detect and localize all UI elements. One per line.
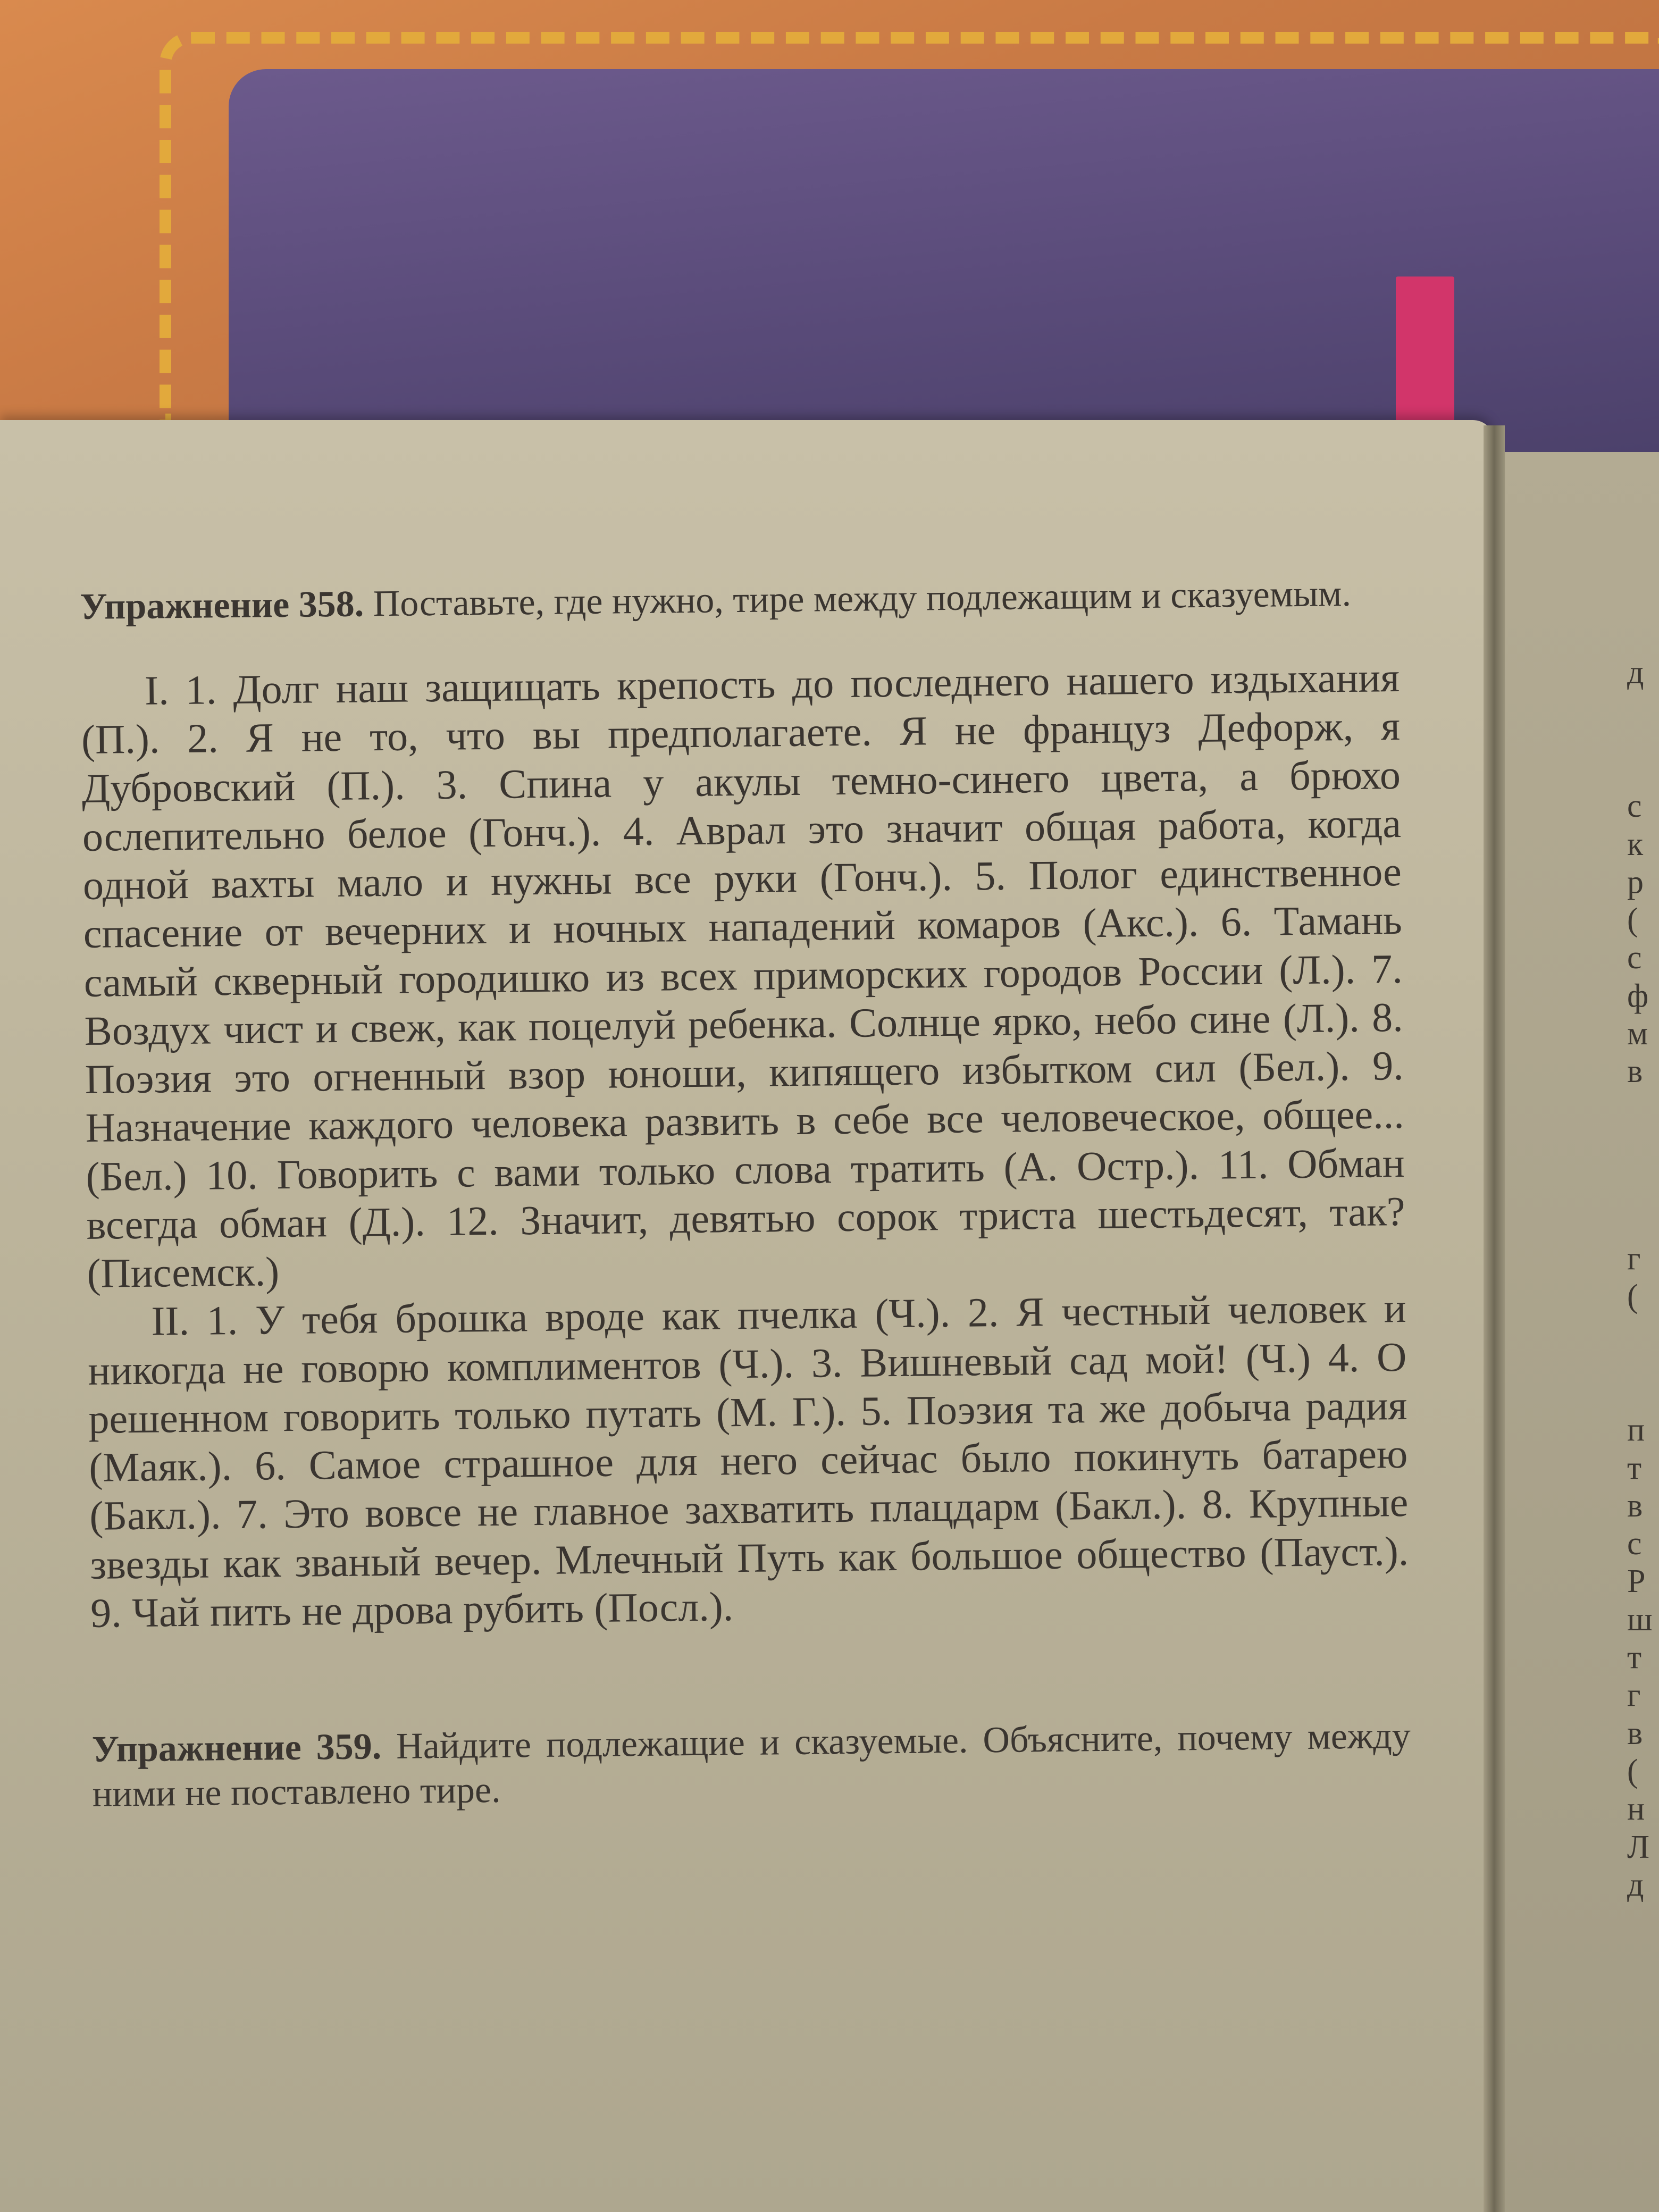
margin-letter: с [1627, 788, 1642, 825]
margin-letter: г [1627, 1240, 1641, 1277]
margin-letter: г [1627, 1677, 1641, 1714]
margin-letter: н [1627, 1791, 1645, 1828]
exercise-358-instruction: Поставьте, где нужно, тире между подлежащим и сказуемым. [373, 573, 1352, 625]
margin-letter: в [1627, 1715, 1643, 1752]
exercise-358-title: Упражнение 358. [80, 583, 364, 627]
margin-letter: д [1627, 655, 1644, 691]
exercise-359-instruction: Найдите подлежащие и сказуемые. Объясните, почему между ними не поставлено тире. [92, 1715, 1411, 1815]
margin-letter: т [1627, 1639, 1642, 1676]
margin-letter: в [1627, 1487, 1643, 1524]
margin-letter: с [1627, 940, 1642, 976]
margin-letter: т [1627, 1449, 1642, 1486]
margin-letter: ( [1627, 1278, 1638, 1314]
margin-letter: Л [1627, 1829, 1650, 1865]
margin-letter: ( [1627, 1753, 1638, 1789]
margin-letter: д [1627, 1866, 1644, 1903]
margin-letter: ф [1627, 977, 1649, 1014]
exercise-358-part-1: I. 1. Долг наш защищать крепость до последнего нашего издыхания (П.). 2. Я не то, что вы предполагаете. Я не француз Дефорж, я Дубровский (П.). 3. Спина у акулы темно-синего цвета, а брюхо ослепительно белое (Гонч.). 4. Аврал это значит общая работа, когда одной вахты мало и нужны все руки (Гонч.). 5. Полог единственное спасение от вечерних и ночных нападений комаров (Акс.). 6. Тамань самый скверный городишко из всех приморских городов России (Л.). 7. Воздух чист и свеж, как поцелуй ребенка. Солнце ярко, небо сине (Л.). 8. Поэзия это огненный взор юноши, кипящего избытком сил (Бел.). 9. Назначение каждого человека развить в себе все человеческое, общее... (Бел.) 10. Говорить с вами только слова тратить (А. Остр.). 11. Обман всегда обман (Д.). 12. Значит, девятью сорок триста шестьдесят, так? (Писемск.) [81, 654, 1405, 1296]
book-gutter [1484, 425, 1505, 2212]
page-text [80, 571, 1411, 1817]
margin-letter: с [1627, 1526, 1642, 1562]
exercise-359-heading [92, 1714, 1412, 1817]
margin-letter: ш [1627, 1601, 1653, 1638]
margin-letter: ( [1627, 902, 1638, 939]
margin-letter: в [1627, 1053, 1643, 1090]
margin-letter: п [1627, 1412, 1645, 1448]
margin-letter: р [1627, 864, 1644, 900]
margin-letter: к [1627, 826, 1644, 862]
margin-letter: Р [1627, 1563, 1646, 1600]
margin-letter: м [1627, 1016, 1648, 1052]
exercise-358-part-2: II. 1. У тебя брошка вроде как пчелка (Ч.). 2. Я честный человек и никогда не говорю комплиментов (Ч.). 3. Вишневый сад мой! (Ч.) 4. О решенном говорить только путать (М. Г.). 5. Поэзия та же добыча радия (Маяк.). 6. Самое страшное для него сейчас было покинуть батарею (Бакл.). 7. Это вовсе не главное захватить плацдарм (Бакл.). 8. Крупные звезды как званый вечер. Млечный Путь как большое общество (Пауст.). 9. Чай пить не дрова рубить (Посл.). [88, 1285, 1409, 1636]
exercise-359-title: Упражнение 359. [91, 1726, 382, 1770]
next-page-margin-letters [1627, 654, 1659, 1904]
